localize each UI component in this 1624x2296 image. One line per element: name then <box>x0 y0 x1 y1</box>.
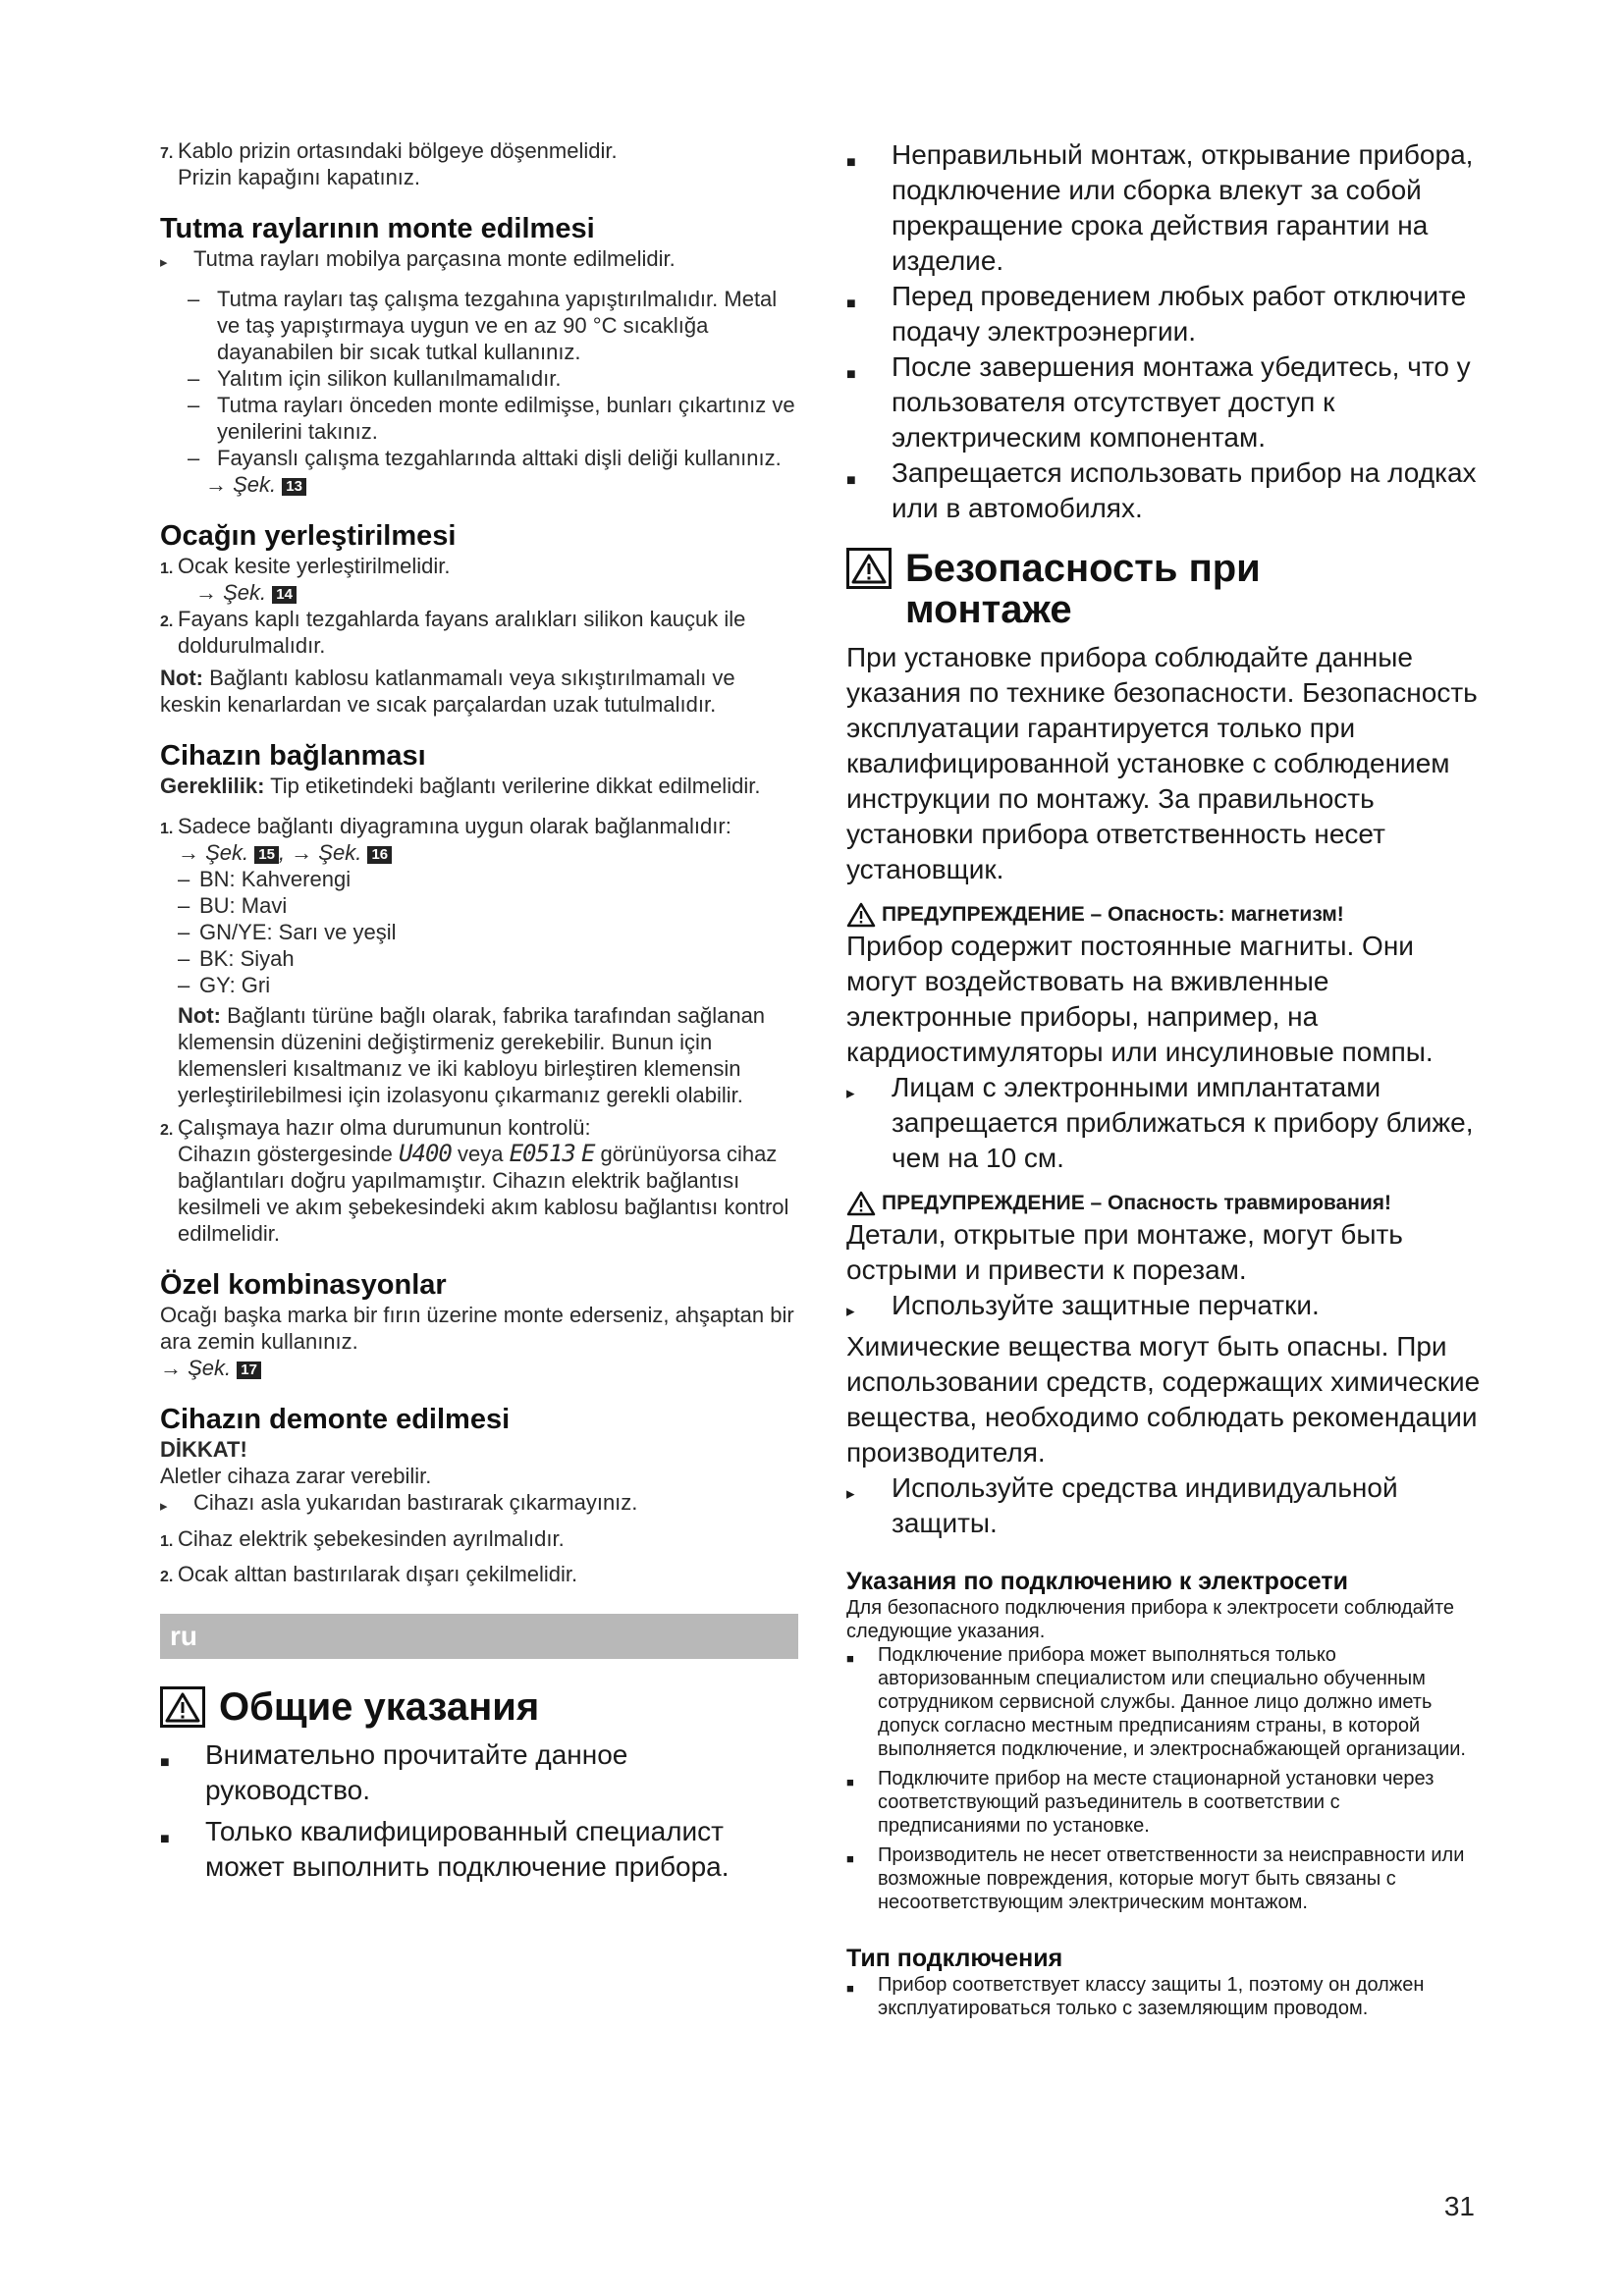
left-column <box>160 137 798 1885</box>
square-bullet-icon: ■ <box>160 1831 170 1847</box>
step-2: 2. Çalışmaya hazır olma durumunun kontrolü: Cihazın göstergesinde U400 veya E0513 E görünüyorsa cihaz bağlantıları doğru yapılmamıştır. Cihazın elektrik bağlantısı kesilmeli ve akım şebekesindeki akım kablosu bağlantısı kontrol edilmelidir. <box>160 1115 789 1246</box>
wire-item: – BU: Mavi <box>178 893 288 918</box>
bullet-item: ■ Только квалифицированный специалист может выполнить подключение прибора. <box>160 1814 798 1885</box>
step-text: Kablo prizin ortasındaki bölgeye döşenmelidir. <box>178 138 618 163</box>
note: Not: Bağlantı kablosu katlanmamalı veya sıkıştırılmamalı ve keskin kenarlardan ve sıcak parçalardan uzak tutulmalıdır. <box>160 666 735 717</box>
square-bullet-icon: ■ <box>846 1851 854 1866</box>
square-bullet-icon: ■ <box>160 1754 170 1771</box>
dash-item: – Yalıtım için silikon kullanılmamalıdır. <box>188 366 562 391</box>
warning-icon <box>160 1686 205 1728</box>
warning-action: ▸ Используйте защитные перчатки. <box>846 1288 1485 1329</box>
caution-text: Aletler cihaza zarar verebilir. <box>160 1464 432 1488</box>
wire-item: – BN: Kahverengi <box>178 867 352 891</box>
square-bullet-icon: ■ <box>846 472 856 489</box>
figure-number-badge: 13 <box>282 478 306 496</box>
arrow-bullet-icon: ▸ <box>846 1302 855 1320</box>
square-bullet-icon: ■ <box>846 1981 854 1996</box>
step-1: 1. Sadece bağlantı diyagramına uygun olarak bağlanmalıdır: → Şek. 15 , → Şek. 16 – BN: Kahverengi – BU: Mavi – GN/YE: Sarı ve yeşil – BK: Siyah – GY: Gri Not: Bağlantı türüne bağlı olarak, fabrika tarafından sağlanan klemensin düzenini değiştirmeniz gerekebilir. Bunun için klemensleri kısaltmanız ve iki kabloyu birleştiren klemensin yerleştirilebilmesi için izolasyonu çıkarmanız gerekli olabilir. <box>160 813 798 1108</box>
safety-heading: Безопасность при монтаже <box>905 547 1261 631</box>
warning-label: ПРЕДУПРЕЖДЕНИЕ – Опасность: магнетизм! <box>846 901 1485 929</box>
figure-number-badge: 15 <box>254 846 279 864</box>
step-7 <box>160 137 798 190</box>
chemical-text: Химические вещества могут быть опасны. При использовании средств, содержащих химические вещества, необходимо соблюдать рекомендации производителя. <box>846 1331 1481 1468</box>
chemical-action: ▸ Используйте средства индивидуальной защиты. <box>846 1470 1485 1541</box>
step-1: 1. Cihaz elektrik şebekesinden ayrılmalıdır. <box>160 1526 565 1551</box>
electric-intro: Для безопасного подключения прибора к электросети соблюдайте следующие указания. <box>846 1597 1455 1642</box>
requirement: Gereklilik: Tip etiketindeki bağlantı verilerine dikkat edilmelidir. <box>160 774 761 798</box>
arrow-bullet-icon: ▸ <box>846 1484 855 1503</box>
remove-action: ▸ Cihazı asla yukarıdan bastırarak çıkarmayınız. <box>160 1489 798 1520</box>
warning-text: Детали, открытые при монтаже, могут быть острыми и привести к порезам. <box>846 1219 1403 1285</box>
bullet-item: ■ Внимательно прочитайте данное руководство. <box>160 1737 798 1808</box>
rails-heading: Tutma raylarının monte edilmesi <box>160 213 595 244</box>
dash-item: – Tutma rayları önceden monte edilmişse, bunları çıkartınız ve yenilerini takınız. <box>188 393 795 444</box>
remove-heading: Cihazın demonte edilmesi <box>160 1404 511 1435</box>
figure-number-badge: 14 <box>272 586 297 604</box>
bullet-item: ■ Подключение прибора может выполняться только авторизованным специалистом или специально обученным сотрудником сервисной службы. Данное лицо должно иметь допуск согласно местным предписаниям страны, в которой выполняется подключение, и электроснабжающей организации. <box>846 1644 1466 1760</box>
connect-heading: Cihazın bağlanması <box>160 740 426 772</box>
arrow-bullet-icon: ▸ <box>160 254 168 271</box>
bullet-item: ■ Прибор соответствует классу защиты 1, поэтому он должен эксплуатироваться только с заземляющим проводом. <box>846 1974 1425 2019</box>
place-heading: Ocağın yerleştirilmesi <box>160 520 457 552</box>
warning-icon <box>846 548 892 589</box>
dash-item: – Tutma rayları taş çalışma tezgahına yapıştırılmalıdır. Metal ve taş yapıştırmaya uygun ve en az 90 °C sıcaklığa dayanabilen bir sıcak tutkal kullanınız. <box>188 287 778 364</box>
bullet-item: ■ Запрещается использовать прибор на лодках или в автомобилях. <box>846 455 1485 526</box>
arrow-bullet-icon: ▸ <box>846 1084 855 1102</box>
step-1: 1. Ocak kesite yerleştirilmelidir. → Şek. 14 <box>160 554 451 605</box>
display-code: U400 <box>399 1140 452 1167</box>
figure-number-badge: 16 <box>367 846 392 864</box>
square-bullet-icon: ■ <box>846 154 856 171</box>
figure-reference: → Şek. 17 <box>160 1355 798 1381</box>
electric-heading: Указания по подключению к электросети <box>846 1568 1348 1595</box>
wire-item: – BK: Siyah <box>178 946 295 971</box>
special-heading: Özel kombinasyonlar <box>160 1269 447 1301</box>
square-bullet-icon: ■ <box>846 1775 854 1789</box>
bullet-item: ■ Производитель не несет ответственности за неисправности или возможные повреждения, которые могут быть связаны с несоответствующим электрическим монтажом. <box>846 1844 1465 1913</box>
step-text-2: Prizin kapağını kapatınız. <box>178 165 421 189</box>
conn-type-heading: Тип подключения <box>846 1945 1063 1972</box>
caution-label: DİKKAT! <box>160 1437 247 1462</box>
safety-heading-block <box>846 548 1485 630</box>
note: Not: Bağlantı türüne bağlı olarak, fabrika tarafından sağlanan klemensin düzenini değiştirmeniz gerekebilir. Bunun için klemensleri kısaltmanız ve iki kabloyu birleştiren klemensin yerleştirilebilmesi için izolasyonu çıkarmanız gerekli olabilir. <box>178 1003 766 1107</box>
dash-item: – Fayanslı çalışma tezgahlarında alttaki dişli deliği kullanınız. <box>188 446 782 470</box>
wire-item: – GY: Gri <box>178 973 271 997</box>
general-heading-block <box>160 1686 798 1728</box>
figure-number-badge: 17 <box>237 1362 261 1379</box>
right-column <box>846 137 1485 2020</box>
square-bullet-icon: ■ <box>846 1651 854 1666</box>
arrow-bullet-icon: ▸ <box>160 1498 168 1515</box>
bullet-item: ■ Подключите прибор на месте стационарной установки через соответствующий разъединитель в соответствии с предписаниями по установке. <box>846 1768 1435 1837</box>
step-number: 7. <box>160 145 174 162</box>
bullet-item: ■ Неправильный монтаж, открывание прибора, подключение или сборка влекут за собой прекращение срока действия гарантии на изделие. <box>846 137 1485 279</box>
page-number: 31 <box>1443 2191 1475 2221</box>
square-bullet-icon: ■ <box>846 366 856 383</box>
square-bullet-icon: ■ <box>846 295 856 312</box>
step-2: 2. Ocak alttan bastırılarak dışarı çekilmelidir. <box>160 1562 578 1586</box>
bullet-item: ■ После завершения монтажа убедитесь, что у пользователя отсутствует доступ к электрическим компонентам. <box>846 349 1485 455</box>
display-code: E <box>580 1140 595 1167</box>
warning-label: ПРЕДУПРЕЖДЕНИЕ – Опасность травмирования! <box>846 1190 1485 1217</box>
warning-triangle-icon <box>846 902 876 928</box>
language-bar: ru <box>160 1614 798 1659</box>
general-heading: Общие указания <box>219 1685 540 1729</box>
special-text: Ocağı başka marka bir fırın üzerine monte ederseniz, ahşaptan bir ara zemin kullanınız. <box>160 1303 794 1354</box>
warning-triangle-icon <box>846 1191 876 1216</box>
step-2: 2. Fayans kaplı tezgahlarda fayans aralıkları silikon kauçuk ile doldurulmalıdır. <box>160 607 746 658</box>
rails-action: ▸ Tutma rayları mobilya parçasına monte edilmelidir. <box>160 245 798 276</box>
display-code: E0513 <box>509 1140 575 1167</box>
safety-intro: При установке прибора соблюдайте данные указания по технике безопасности. Безопасность эксплуатации гарантируется только при квалифицированной установке с соблюдением инструкции по монтажу. За правильность установки прибора ответственность несет установщик. <box>846 642 1478 884</box>
figure-reference: → Şek. 13 <box>160 471 798 498</box>
warning-text: Прибор содержит постоянные магниты. Они могут воздействовать на вживленные электронные приборы, например, на кардиостимуляторы или инсулиновые помпы. <box>846 931 1434 1067</box>
bullet-item: ■ Перед проведением любых работ отключите подачу электроэнергии. <box>846 279 1485 349</box>
wire-item: – GN/YE: Sarı ve yeşil <box>178 920 397 944</box>
warning-action: ▸ Лицам с электронными имплантатами запрещается приближаться к прибору ближе, чем на 10 см. <box>846 1070 1485 1176</box>
